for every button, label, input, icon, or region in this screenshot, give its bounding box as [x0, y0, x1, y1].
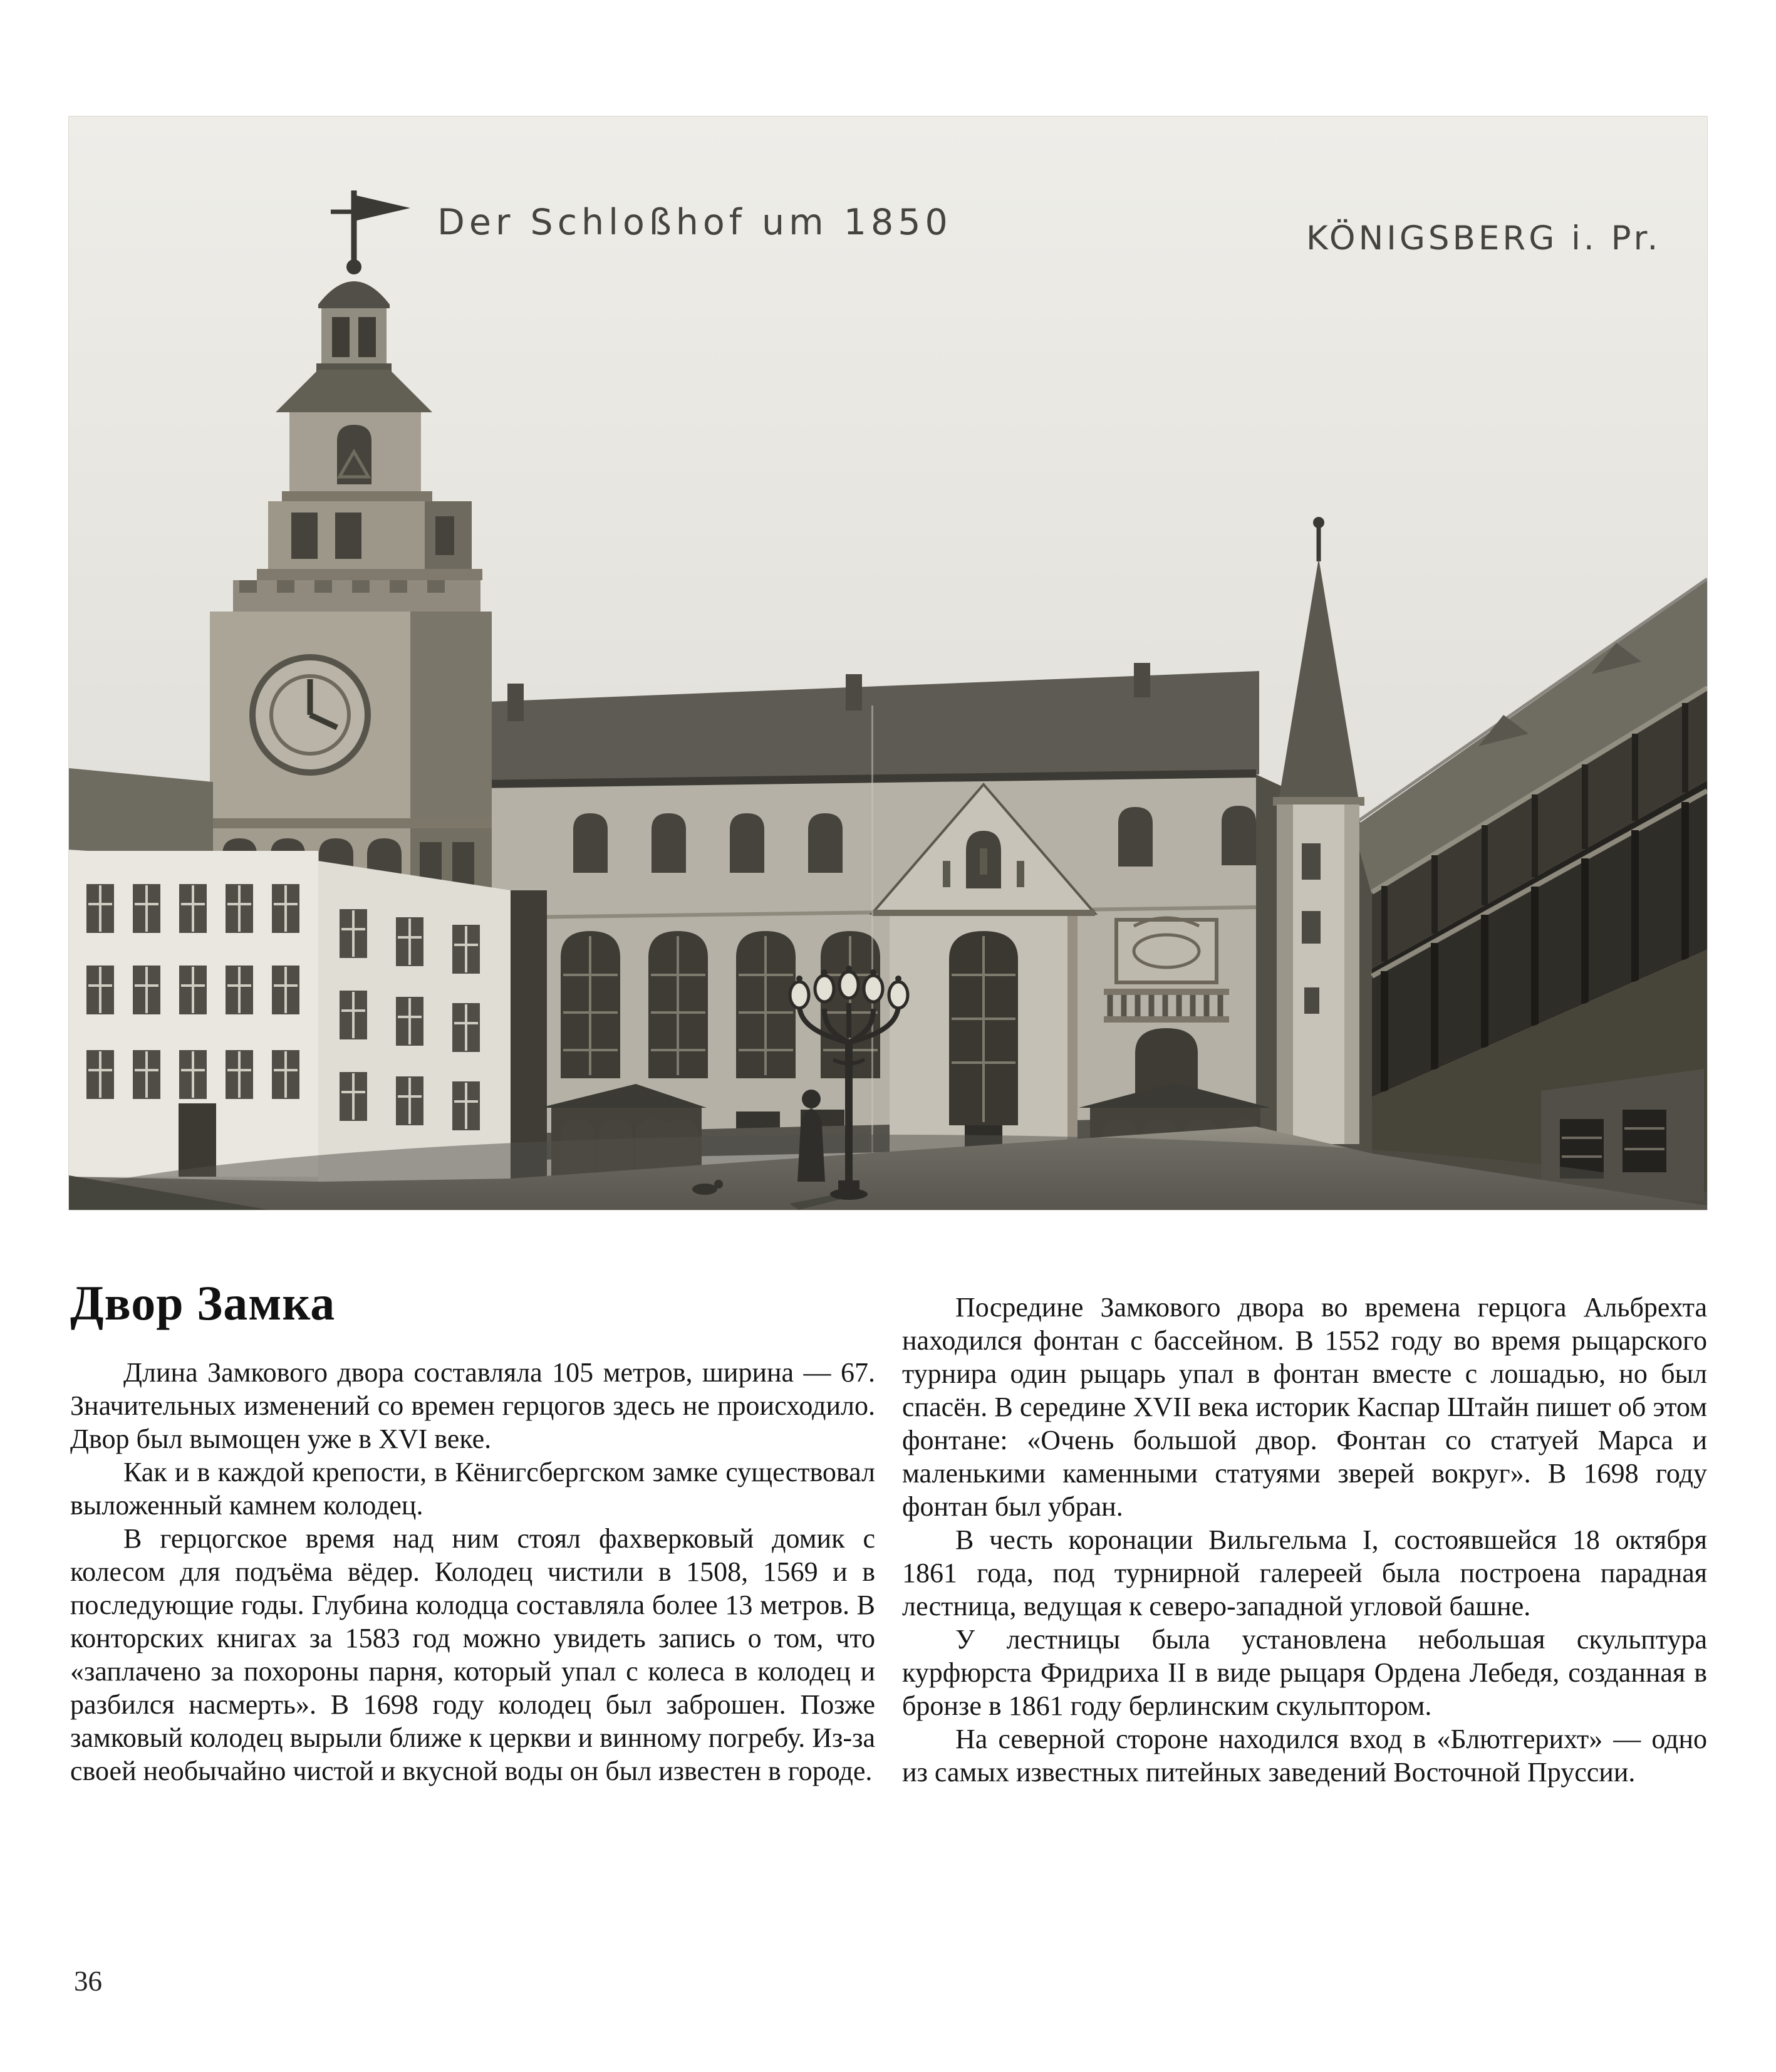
- postcard-crease: [871, 705, 873, 1210]
- paragraph: Как и в каждой крепости, в Кёнигсбергском замке существовал выложенный камнем колодец.: [70, 1457, 875, 1521]
- paragraph: Посредине Замкового двора во времена герцога Альбрехта находился фонтан с бассейном. В 1552 году во время рыцарского турнира один рыцарь упал в фонтан вместе с лошадью, но был спасён. В середине XVII века историк Каспар Штайн пишет об этом фонтане: «Очень большой двор. Фонтан со статуей Марса и маленькими каменными статуями зверей вокруг». В 1698 году фонтан был убран.: [902, 1292, 1707, 1522]
- postcard-image: [69, 117, 1707, 1210]
- page-title: Двор Замка: [70, 1276, 336, 1330]
- paragraph: На северной стороне находился вход в «Блютгерихт» — одно из самых известных питейных заведений Восточной Пруссии.: [902, 1724, 1707, 1788]
- postcard-scene: [69, 117, 1707, 1210]
- article-left-column: [70, 1276, 875, 1788]
- paragraph: Длина Замкового двора составляла 105 метров, ширина — 67. Значительных изменений со времен герцогов здесь не происходило. Двор был вымощен уже в XVI веке.: [70, 1357, 875, 1454]
- paragraph: В честь коронации Вильгельма I, состоявшейся 18 октября 1861 года, под турнирной галереей была построена парадная лестница, ведущая к северо-западной угловой башне.: [902, 1524, 1707, 1622]
- postcard-caption-right: KÖNIGSBERG i. Pr.: [1306, 219, 1661, 258]
- paragraph: У лестницы была установлена небольшая скульптура курфюрста Фридриха II в виде рыцаря Ордена Лебедя, созданная в бронзе в 1861 году берлинским скульптором.: [902, 1624, 1707, 1721]
- article-right-column: [902, 1291, 1707, 1789]
- page-number: 36: [74, 1965, 102, 1997]
- paragraph: В герцогское время над ним стоял фахверковый домик с колесом для подъёма вёдер. Колодец чистили в 1508, 1569 и в последующие годы. Глубина колодца составляла более 13 метров. В конторских книгах за 1583 год можно увидеть запись о том, что «заплачено за похороны парня, который упал с колеса в колодец и разбился насмерть». В 1698 году колодец был заброшен. Позже замковый колодец вырыли ближе к церкви и винному погребу. Из-за своей необычайно чистой и вкусной воды он был известен в городе.: [70, 1523, 875, 1786]
- postcard-caption-left: Der Schloßhof um 1850: [437, 202, 952, 243]
